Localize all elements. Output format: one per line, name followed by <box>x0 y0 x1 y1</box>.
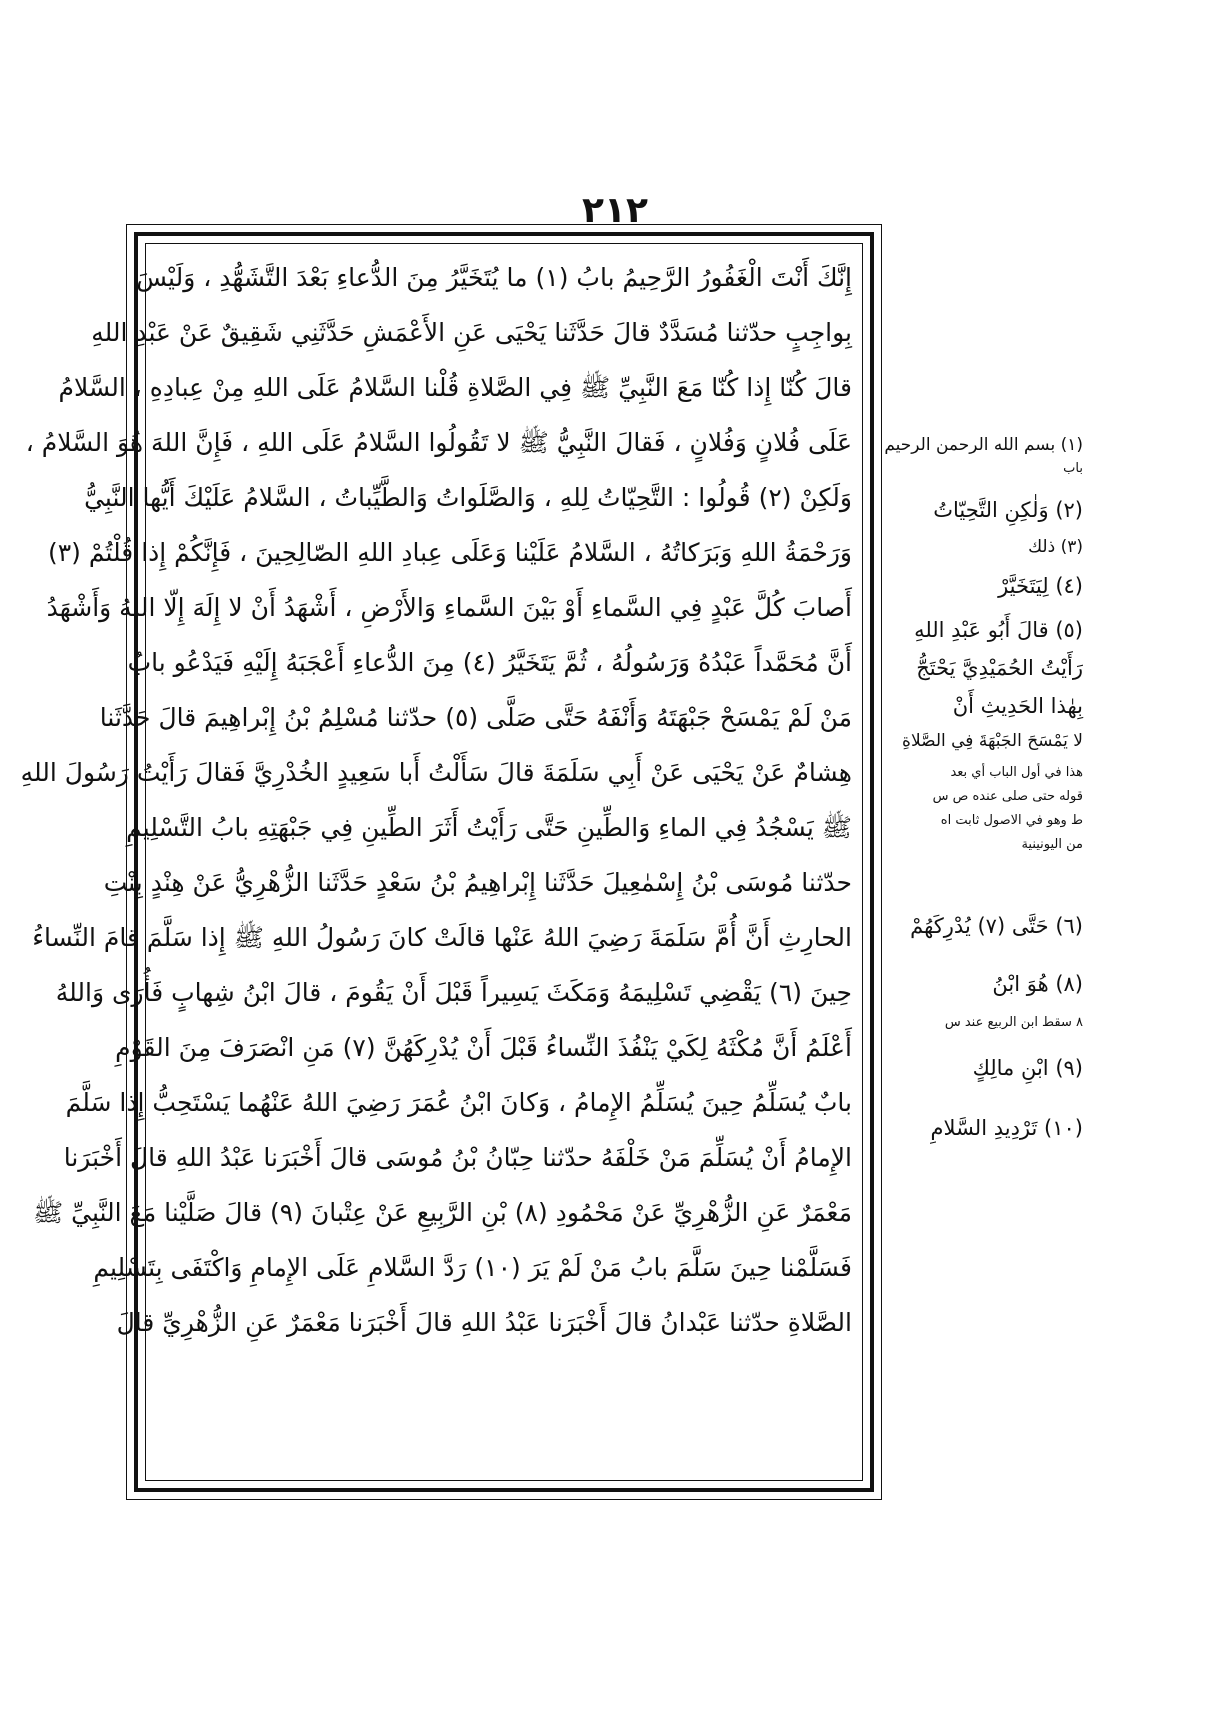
text-line: قالَ كُنّا إِذا كُنّا مَعَ النَّبِيِّ ﷺ فِي الصَّلاةِ قُلْنا السَّلامُ عَلَى اللهِ مِنْ عِبادِهِ ، السَّلامُ <box>58 373 852 402</box>
margin-note: رَأَيْتُ الحُمَيْدِيَّ يَحْتَجُّ <box>916 656 1083 680</box>
margin-note: باب <box>1063 461 1083 476</box>
text-line: هِشامٌ عَنْ يَحْيَى عَنْ أَبِي سَلَمَةَ قالَ سَأَلْتُ أَبا سَعِيدٍ الخُدْرِيَّ فَقالَ رَأَيْتُ رَسُولَ اللهِ <box>20 758 852 787</box>
text-line: وَرَحْمَةُ اللهِ وَبَرَكاتُهُ ، السَّلامُ عَلَيْنا وَعَلَى عِبادِ اللهِ الصّالِحِينَ ، فَإِنَّكُمْ إِذا قُلْتُمْ (٣) <box>47 538 852 567</box>
margin-note: هذا في أول الباب أي بعد <box>950 765 1083 780</box>
margin-note: (٤) لِيَتَخَيَّرْ <box>998 574 1083 598</box>
text-line: بابٌ يُسَلِّمُ حِينَ يُسَلِّمُ الإِمامُ ، وَكانَ ابْنُ عُمَرَ رَضِيَ اللهُ عَنْهُما يَسْتَحِبُّ إِذا سَلَّمَ <box>65 1088 852 1117</box>
text-line: وَلَكِنْ (٢) قُولُوا : التَّحِيّاتُ لِلهِ ، وَالصَّلَواتُ وَالطَّيِّباتُ ، السَّلامُ عَلَيْكَ أَيُّها النَّبِيُّ <box>84 483 852 512</box>
text-line: مَعْمَرٌ عَنِ الزُّهْرِيِّ عَنْ مَحْمُودِ (٨) بْنِ الرَّبِيعِ عَنْ عِتْبانَ (٩) قالَ صَلَّيْنا مَعَ النَّبِيِّ ﷺ <box>32 1198 852 1227</box>
margin-note: قوله حتى صلى عنده ص س <box>932 789 1083 804</box>
text-line: الحارِثِ أَنَّ أُمَّ سَلَمَةَ رَضِيَ اللهُ عَنْها قالَتْ كانَ رَسُولُ اللهِ ﷺ إِذا سَلَّمَ قامَ النِّساءُ <box>32 923 852 952</box>
text-line: مَنْ لَمْ يَمْسَحْ جَبْهَتَهُ وَأَنْفَهُ حَتَّى صَلَّى (٥) حدّثنا مُسْلِمُ بْنُ إِبْراهِيمَ قالَ حَدَّثَنا <box>99 703 852 732</box>
margin-note: لا يَمْسَحَ الجَبْهَةَ فِي الصَّلاةِ <box>902 731 1083 751</box>
text-line: ﷺ يَسْجُدُ فِي الماءِ وَالطِّينِ حَتَّى رَأَيْتُ أَثَرَ الطِّينِ فِي جَبْهَتِهِ بابُ التَّسْلِيمِ <box>126 813 852 842</box>
text-line: إِنَّكَ أَنْتَ الْغَفُورُ الرَّحِيمُ بابُ (١) ما يُتَخَيَّرُ مِنَ الدُّعاءِ بَعْدَ التَّشَهُّدِ ، وَلَيْسَ <box>136 263 852 292</box>
text-line: أَنَّ مُحَمَّداً عَبْدُهُ وَرَسُولُهُ ، ثُمَّ يَتَخَيَّرُ (٤) مِنَ الدُّعاءِ أَعْجَبَهُ إِلَيْهِ فَيَدْعُو بابُ <box>127 648 852 677</box>
text-line: بِواجِبٍ حدّثنا مُسَدَّدٌ قالَ حَدَّثَنا يَحْيَى عَنِ الأَعْمَشِ حَدَّثَنِي شَقِيقٌ عَنْ عَبْدِ اللهِ <box>91 318 852 347</box>
margin-note: (١) بسم الله الرحمن الرحيم <box>884 435 1083 455</box>
margin-note: (٩) ابْنِ مالِكٍ <box>972 1056 1083 1080</box>
main-text-block <box>20 250 852 1350</box>
margin-note: (٨) هُوَ ابْنُ <box>992 972 1083 996</box>
text-line: عَلَى فُلانٍ وَفُلانٍ ، فَقالَ النَّبِيُّ ﷺ لا تَقُولُوا السَّلامُ عَلَى اللهِ ، فَإِنَّ اللهَ هُوَ السَّلامُ ، <box>25 428 852 457</box>
margin-note: ٨ سقط ابن الربيع عند س <box>944 1015 1083 1030</box>
margin-note: بِهٰذا الحَدِيثِ أَنْ <box>952 694 1083 718</box>
text-line: أَصابَ كُلَّ عَبْدٍ فِي السَّماءِ أَوْ بَيْنَ السَّماءِ وَالأَرْضِ ، أَشْهَدُ أَنْ لا إِلَهَ إِلّا اللهُ وَأَشْهَدُ <box>46 593 852 622</box>
text-line: حِينَ (٦) يَقْضِي تَسْلِيمَهُ وَمَكَثَ يَسِيراً قَبْلَ أَنْ يَقُومَ ، قالَ ابْنُ شِهابٍ فَأُرَى وَاللهُ <box>55 978 852 1007</box>
margin-note: (٦) حَتَّى (٧) يُدْرِكَهُمْ <box>910 914 1083 938</box>
page-number: ٢١٢ <box>582 190 648 231</box>
text-line: الصَّلاةِ حدّثنا عَبْدانُ قالَ أَخْبَرَنا عَبْدُ اللهِ قالَ أَخْبَرَنا مَعْمَرٌ عَنِ الزُّهْرِيِّ قالَ <box>116 1308 852 1337</box>
text-line: أَعْلَمُ أَنَّ مُكْثَهُ لِكَيْ يَنْفُذَ النِّساءُ قَبْلَ أَنْ يُدْرِكَهُنَّ (٧) مَنِ انْصَرَفَ مِنَ القَوْمِ <box>115 1033 852 1062</box>
margin-note: (٢) وَلٰكِنِ التَّحِيّاتُ <box>933 498 1083 522</box>
margin-note: (٥) قالَ أَبُو عَبْدِ اللهِ <box>914 618 1083 642</box>
text-line: حدّثنا مُوسَى بْنُ إِسْمٰعِيلَ حَدَّثَنا إِبْراهِيمُ بْنُ سَعْدٍ حَدَّثَنا الزُّهْرِيُّ عَنْ هِنْدٍ بِنْتِ <box>103 868 852 897</box>
margin-note: ط وهو في الاصول ثابت اه <box>940 813 1083 828</box>
text-line: فَسَلَّمْنا حِينَ سَلَّمَ بابُ مَنْ لَمْ يَرَ (١٠) رَدَّ السَّلامِ عَلَى الإِمامِ وَاكْتَفَى بِتَسْلِيمِ <box>93 1253 852 1282</box>
text-line: الإِمامُ أَنْ يُسَلِّمَ مَنْ خَلْفَهُ حدّثنا حِبّانُ بْنُ مُوسَى قالَ أَخْبَرَنا عَبْدُ اللهِ قالَ أَخْبَرَنا <box>63 1143 852 1172</box>
margin-note: من اليونينية <box>1021 837 1083 852</box>
margin-note: (٣) ذلك <box>1028 537 1083 557</box>
margin-note: (١٠) تَرْدِيدِ السَّلامِ <box>930 1116 1083 1140</box>
